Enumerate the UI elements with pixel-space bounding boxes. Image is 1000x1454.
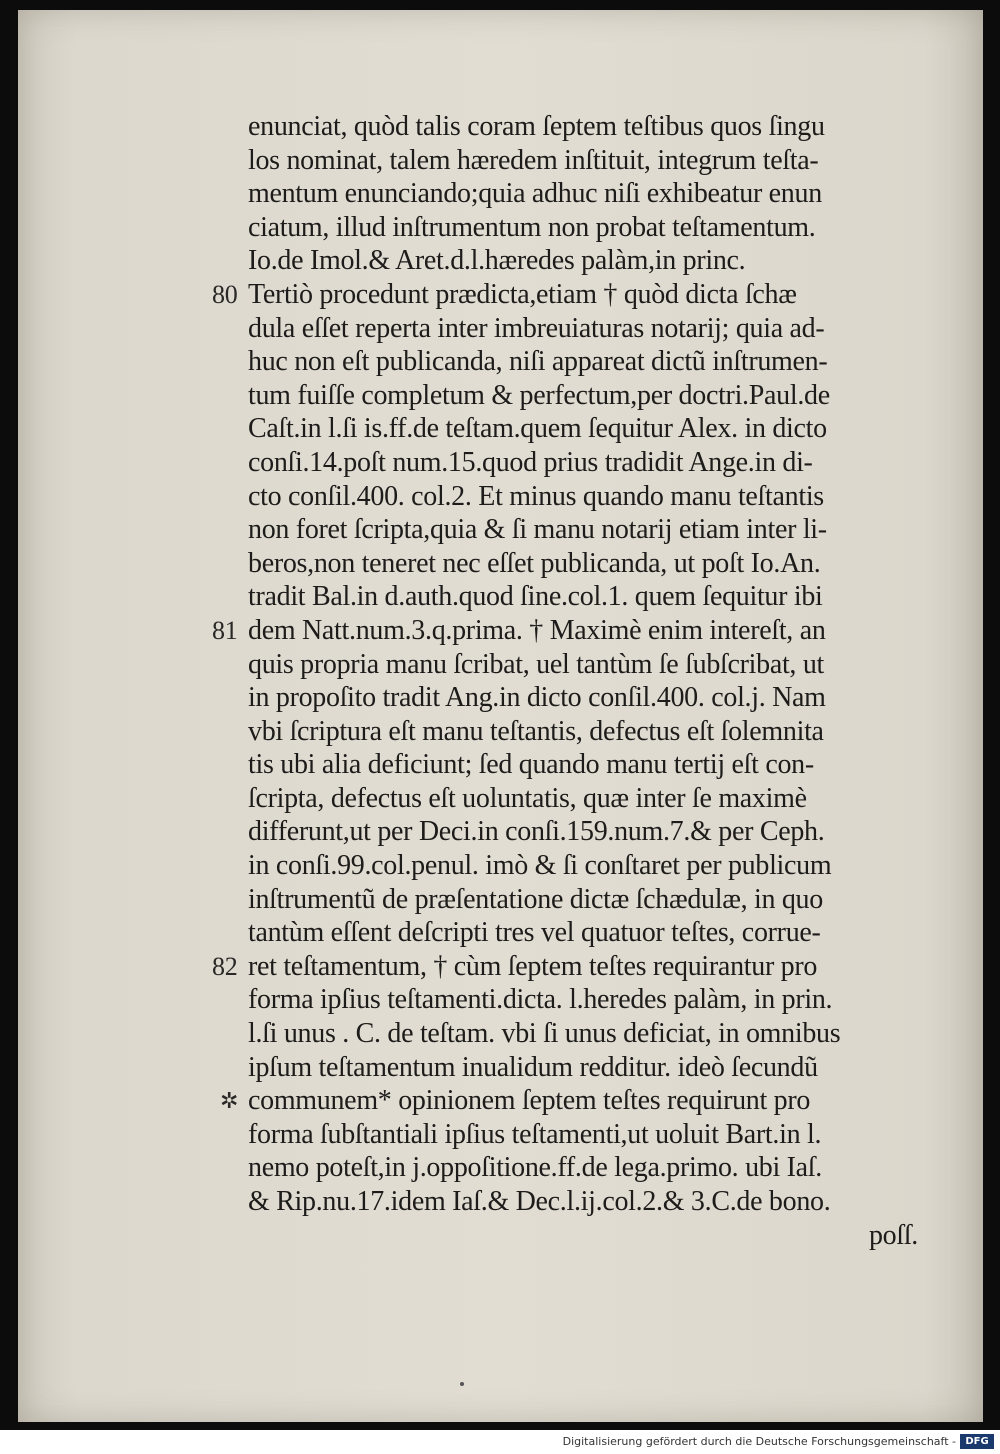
line-text: huc non eſt publicanda, niſi appareat dictũ inſtrumen- bbox=[248, 346, 828, 378]
line-text: ipſum teſtamentum inualidum redditur. ideò ſecundũ bbox=[248, 1051, 818, 1083]
line-text: los nominat, talem hæredem inſtituit, integrum teſta- bbox=[248, 144, 819, 176]
text-line bbox=[248, 715, 938, 749]
text-line bbox=[248, 648, 938, 682]
text-line bbox=[248, 681, 938, 715]
dfg-logo-icon: DFG bbox=[960, 1434, 994, 1449]
text-block bbox=[212, 110, 938, 1252]
marginal-number: 80 bbox=[212, 279, 238, 309]
line-text: Caſt.in l.ſi is.ff.de teſtam.quem ſequitur Alex. in dicto bbox=[248, 413, 827, 445]
text-line bbox=[248, 815, 938, 849]
text-line bbox=[248, 1185, 938, 1219]
line-text: tantùm eſſent deſcripti tres vel quatuor teſtes, corrue- bbox=[248, 917, 821, 949]
text-line bbox=[248, 849, 938, 883]
text-line bbox=[248, 480, 938, 514]
catchword: poſſ. bbox=[868, 1219, 918, 1251]
marginal-number: 81 bbox=[212, 615, 238, 645]
footer-bar bbox=[0, 1430, 1000, 1454]
text-line bbox=[248, 580, 938, 614]
text-line bbox=[248, 379, 938, 413]
line-text: inſtrumentũ de præſentatione dictæ ſchædulæ, in quo bbox=[248, 883, 823, 915]
line-text: tradit Bal.in d.auth.quod ſine.col.1. quem ſequitur ibi bbox=[248, 581, 823, 613]
text-line bbox=[248, 1051, 938, 1085]
line-text: differunt,ut per Deci.in conſi.159.num.7.& per Ceph. bbox=[248, 816, 825, 848]
text-line bbox=[212, 278, 938, 312]
text-line bbox=[248, 1017, 938, 1051]
line-text: & Rip.nu.17.idem Iaſ.& Dec.l.ij.col.2.& 3.C.de bono. bbox=[248, 1186, 831, 1217]
marginal-asterisk: ✲ bbox=[220, 1088, 239, 1114]
line-text: dem Natt.num.3.q.prima. † Maximè enim intereſt, an bbox=[248, 614, 826, 646]
text-line bbox=[248, 446, 938, 480]
text-line bbox=[220, 1084, 938, 1118]
line-text: Tertiò procedunt prædicta,etiam † quòd dicta ſchæ bbox=[248, 278, 797, 310]
line-text: cto conſil.400. col.2. Et minus quando manu teſtantis bbox=[248, 480, 824, 512]
line-text: in propoſito tradit Ang.in dicto conſil.400. col.j. Nam bbox=[248, 682, 826, 714]
line-text: quis propria manu ſcribat, uel tantùm ſe ſubſcribat, ut bbox=[248, 648, 825, 680]
text-line bbox=[248, 177, 938, 211]
line-text: enunciat, quòd talis coram ſeptem teſtibus quos ſingu bbox=[248, 111, 825, 142]
line-text: l.ſi unus . C. de teſtam. vbi ſi unus deficiat, in omnibus bbox=[248, 1018, 841, 1050]
text-line bbox=[248, 748, 938, 782]
text-line bbox=[248, 1151, 938, 1185]
text-line bbox=[248, 883, 938, 917]
line-text: in conſi.99.col.penul. imò & ſi conſtaret per publicum bbox=[248, 850, 832, 882]
line-text: nemo poteſt,in j.oppoſitione.ff.de lega.primo. ubi Iaſ. bbox=[248, 1152, 822, 1184]
paper-speck bbox=[460, 1382, 464, 1386]
text-line bbox=[248, 244, 938, 278]
line-text: ſcripta, defectus eſt uoluntatis, quæ inter ſe maximè bbox=[248, 782, 807, 814]
line-text: conſi.14.poſt num.15.quod prius tradidit Ange.in di- bbox=[248, 446, 813, 478]
text-line bbox=[248, 1118, 938, 1152]
text-line bbox=[248, 312, 938, 346]
line-text: mentum enunciando;quia adhuc niſi exhibeatur enun bbox=[248, 178, 822, 210]
text-line bbox=[248, 211, 938, 245]
line-text: communem* opinionem ſeptem teſtes requirunt pro bbox=[248, 1085, 811, 1117]
text-line bbox=[248, 412, 938, 446]
line-text: tis ubi alia deficiunt; ſed quando manu tertij eſt con- bbox=[248, 749, 814, 781]
text-line bbox=[248, 345, 938, 379]
text-line bbox=[248, 513, 938, 547]
text-line bbox=[248, 144, 938, 178]
line-text: beros,non teneret nec eſſet publicanda, ut poſt Io.An. bbox=[248, 547, 821, 579]
line-text: Io.de Imol.& Aret.d.l.hæredes palàm,in princ. bbox=[248, 245, 746, 277]
text-line bbox=[248, 983, 938, 1017]
line-text: non foret ſcripta,quia & ſi manu notarij etiam inter li- bbox=[248, 514, 827, 546]
text-line bbox=[248, 110, 938, 144]
line-text: forma ſubſtantiali ipſius teſtamenti,ut uoluit Bart.in l. bbox=[248, 1118, 822, 1150]
line-text: tum fuiſſe completum & perfectum,per doctri.Paul.de bbox=[248, 379, 830, 411]
text-line bbox=[248, 547, 938, 581]
text-line bbox=[248, 916, 938, 950]
text-line bbox=[212, 614, 938, 648]
dfg-credit-text: Digitalisierung gefördert durch die Deutsche Forschungsgemeinschaft - bbox=[562, 1435, 956, 1448]
line-text: ciatum, illud inſtrumentum non probat teſtamentum. bbox=[248, 211, 816, 243]
line-text: dula eſſet reperta inter imbreuiaturas notarij; quia ad- bbox=[248, 312, 825, 344]
text-line bbox=[248, 782, 938, 816]
line-text: vbi ſcriptura eſt manu teſtantis, defectus eſt ſolemnita bbox=[248, 715, 824, 747]
line-text: ret teſtamentum, † cùm ſeptem teſtes requirantur pro bbox=[248, 950, 818, 982]
marginal-number: 82 bbox=[212, 951, 238, 981]
line-text: forma ipſius teſtamenti.dicta. l.heredes palàm, in prin. bbox=[248, 984, 833, 1016]
text-line bbox=[212, 950, 938, 984]
